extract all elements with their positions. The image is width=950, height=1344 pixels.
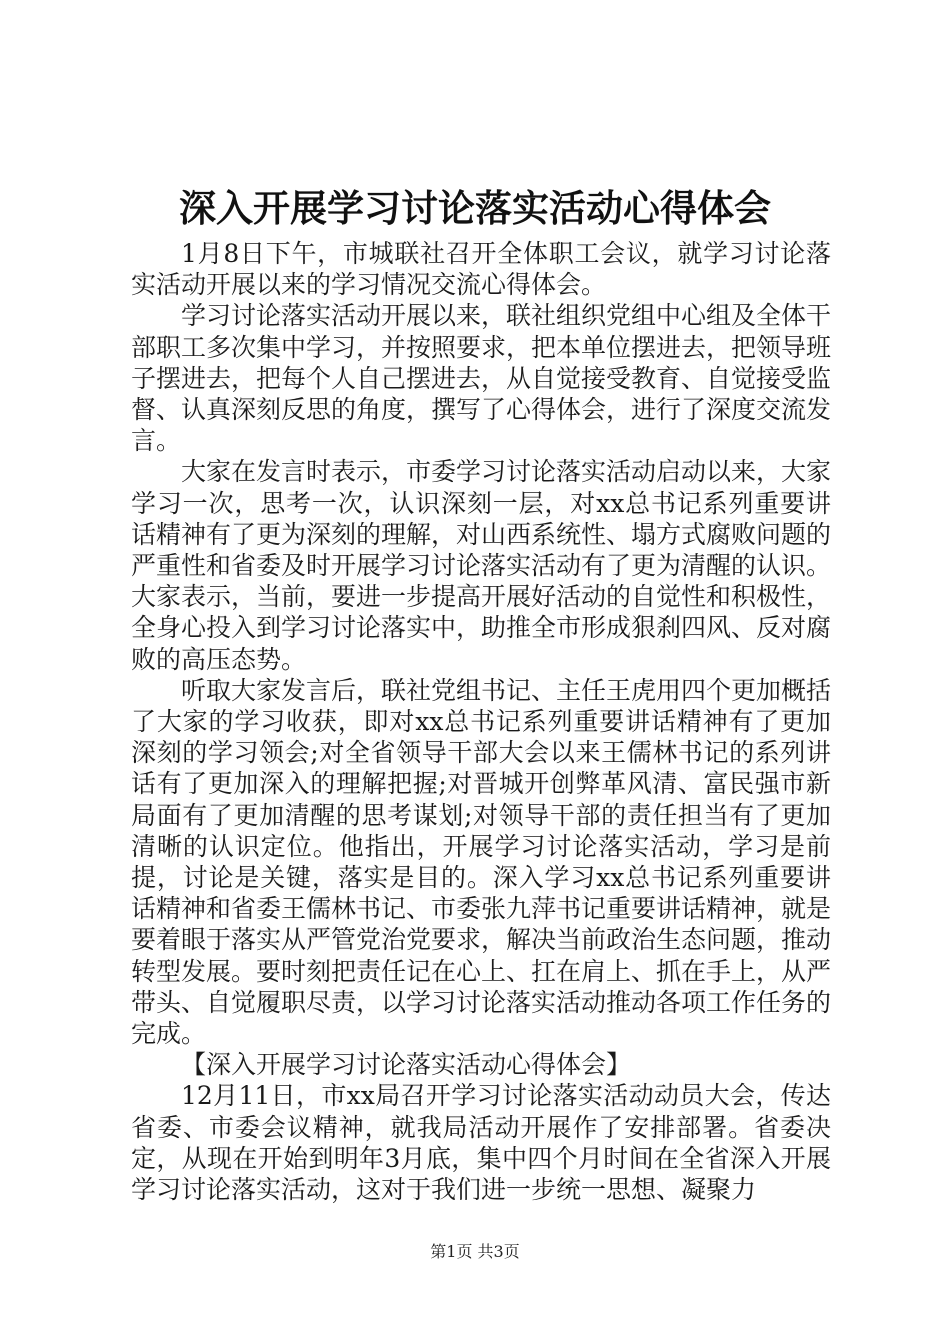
paragraph: 学习讨论落实活动开展以来，联社组织党组中心组及全体干部职工多次集中学习，并按照要求，把本单位摆进去，把领导班子摆进去，把每个人自己摆进去，从自觉接受教育、自觉接受监督、认真深刻反思的角度，撰写了心得体会，进行了深度交流发言。 <box>131 301 832 456</box>
section-heading: 【深入开展学习讨论落实活动心得体会】 <box>181 1050 632 1080</box>
paragraph: 听取大家发言后，联社党组书记、主任王虎用四个更加概括了大家的学习收获，即对xx总书记系列重要讲话精神有了更加深刻的学习领会;对全省领导干部大会以来王儒林书记的系列讲话有了更加深入的理解把握;对晋城开创弊革风清、富民强市新局面有了更加清醒的思考谋划;对领导干部的责任担当有了更加清晰的认识定位。他指出，开展学习讨论落实活动，学习是前提，讨论是关键，落实是目的。深入学习xx总书记系列重要讲话精神和省委王儒林书记、市委张九萍书记重要讲话精神，就是要着眼于落实从严管党治党要求，解决当前政治生态问题，推动转型发展。要时刻把责任记在心上、扛在肩上、抓在手上，从严带头、自觉履职尽责，以学习讨论落实活动推动各项工作任务的完成。 <box>131 675 832 1049</box>
paragraph: 1月8日下午，市城联社召开全体职工会议，就学习讨论落实活动开展以来的学习情况交流心得体会。 <box>131 239 831 300</box>
document-title: 深入开展学习讨论落实活动心得体会 <box>179 186 771 230</box>
page-number-footer: 第1页 共3页 <box>430 1242 520 1261</box>
paragraph: 大家在发言时表示，市委学习讨论落实活动启动以来，大家学习一次，思考一次，认识深刻一层，对xx总书记系列重要讲话精神有了更为深刻的理解，对山西系统性、塌方式腐败问题的严重性和省委及时开展学习讨论落实活动有了更为清醒的认识。大家表示，当前，要进一步提高开展好活动的自觉性和积极性，全身心投入到学习讨论落实中，助推全市形成狠刹四风、反对腐败的高压态势。 <box>131 457 832 674</box>
paragraph: 12月11日，市xx局召开学习讨论落实活动动员大会，传达省委、市委会议精神，就我局活动开展作了安排部署。省委决定，从现在开始到明年3月底，集中四个月时间在全省深入开展学习讨论落实活动，这对于我们进一步统一思想、凝聚力 <box>131 1081 831 1205</box>
document-body <box>131 238 831 1205</box>
